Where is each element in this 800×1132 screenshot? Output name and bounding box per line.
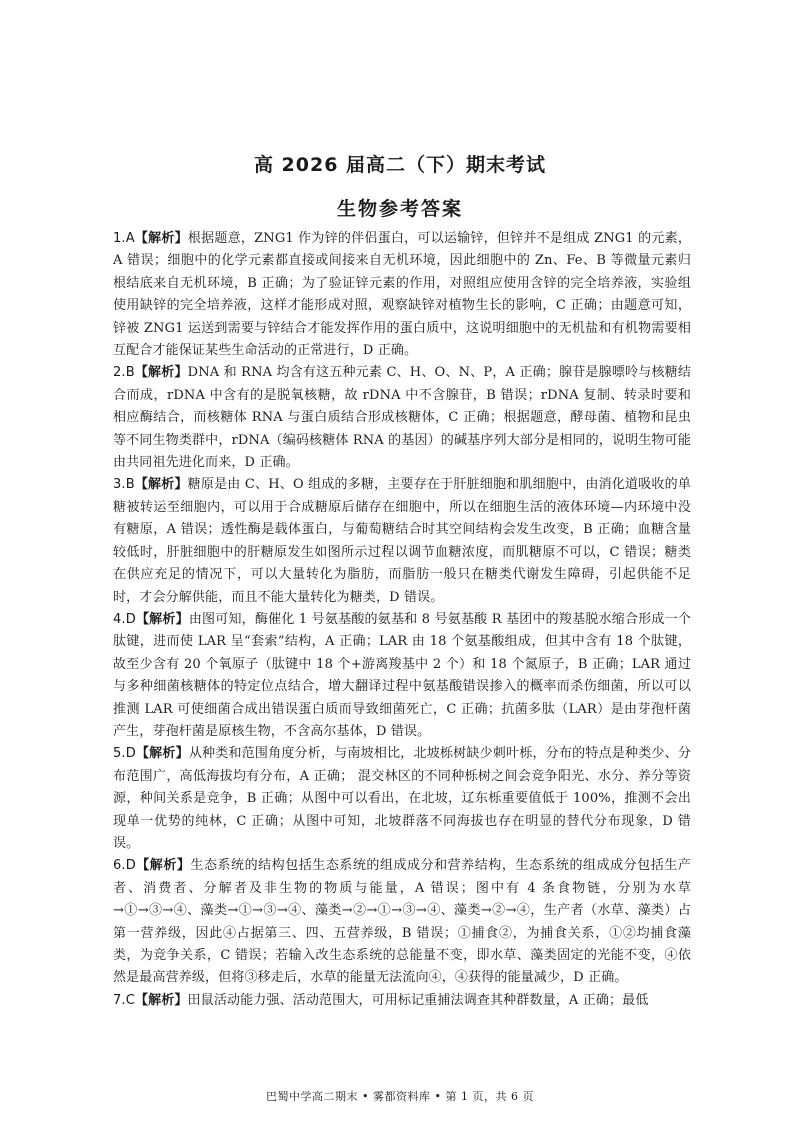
analysis-tag: 【解析】 (134, 477, 188, 493)
answer-item-1 (113, 228, 691, 362)
answer-number: 1.A (113, 231, 135, 246)
answer-number: 4.D (113, 611, 136, 627)
answer-text: 根据题意，ZNG1 作为锌的伴侣蛋白，可以运输锌，但锌并不是组成 ZNG1 的元素，A 错误；细胞中的化学元素都直接或间接来自无机环境，因此细胞中的 Zn、Fe、B 等微量元素归根结底来自无机环境，B 正确；为了验证锌元素的作用，对照组应使用含锌的完全培养液，实验组使用缺锌的完全培养液，这样才能形成对照，观察缺锌对植物生长的影响，C 正确；由题意可知，锌被 ZNG1 运送到需要与锌结合才能发挥作用的蛋白质中，这说明细胞中的无机盐和有机物需要相互配合才能保证某些生命活动的正常进行，D 正确。 (113, 231, 691, 359)
answer-text: 田鼠活动能力强、活动范围大，可用标记重捕法调查其种群数量，A 正确；最低 (187, 992, 649, 1008)
answer-item-7 (113, 990, 691, 1012)
answer-text: 生态系统的结构包括生态系统的组成成分和营养结构，生态系统的组成成分包括生产者、消费者、分解者及非生物的物质与能量，A 错误；图中有 4 条食物链，分别为水草→①→③→④、藻类→①→③→④、藻类→②→①→③→④、藻类→②→④，生产者（水草、藻类）占第一营养级，因此④占据第三、四、五营养级，B 错误；①捕食②，为捕食关系，①②均捕食藻类，为竞争关系，C 错误；若输入改生态系统的总能量不变，即水草、藻类固定的光能不变，④依然是最高营养级，但将③移走后，水草的能量无法流向④，④获得的能量减少，D 正确。 (113, 858, 691, 986)
answer-list (113, 228, 691, 1012)
page-footer: 巴蜀中学高二期末 • 雾都资料库 • 第 1 页，共 6 页 (266, 1090, 534, 1103)
analysis-tag: 【解析】 (135, 746, 189, 762)
answer-number: 3.B (113, 477, 135, 493)
answer-item-6 (113, 855, 691, 989)
answer-item-2 (113, 362, 691, 474)
answer-item-3 (113, 474, 691, 608)
analysis-tag: 【解析】 (135, 611, 189, 627)
analysis-tag: 【解析】 (134, 365, 188, 381)
answer-item-5 (113, 743, 691, 855)
answer-number: 2.B (113, 365, 135, 381)
answer-text: 由图可知，酶催化 1 号氨基酸的氨基和 8 号氨基酸 R 基团中的羧基脱水缩合形成一个肽键，进而使 LAR 呈“套索”结构，A 正确；LAR 由 18 个氨基酸组成，但其中含有 18 个肽键，故至少含有 20 个氧原子（肽键中 18 个+游离羧基中 2 个）和 18 个氮原子，B 正确；LAR 通过与多种细菌核糖体的特定位点结合，增大翻译过程中氨基酸错误掺入的概率而杀伤细菌，所以可以推测 LAR 可使细菌合成出错误蛋白质而导致细菌死亡，C 正确；抗菌多肽（LAR）是由芽孢杆菌产生，芽孢杆菌是原核生物，不含高尔基体，D 错误。 (113, 611, 691, 739)
page-title: 高 2026 届高二（下）期末考试 (253, 154, 547, 176)
answer-number: 6.D (113, 858, 136, 874)
answer-number: 5.D (113, 746, 136, 762)
answer-text: 糖原是由 C、H、O 组成的多糖，主要存在于肝脏细胞和肌细胞中，由消化道吸收的单糖被转运至细胞内，可以用于合成糖原后储存在细胞中，所以在细胞生活的液体环境—内环境中没有糖原，A 错误；透性酶是载体蛋白，与葡萄糖结合时其空间结构会发生改变，B 正确；血糖含量较低时，肝脏细胞中的肝糖原发生如图所示过程以调节血糖浓度，而肌糖原不可以，C 错误；糖类在供应充足的情况下，可以大量转化为脂肪，而脂肪一般只在糖类代谢发生障碍，引起供能不足时，才会分解供能，而且不能大量转化为糖类，D 错误。 (113, 477, 691, 605)
analysis-tag: 【解析】 (134, 992, 188, 1008)
analysis-tag: 【解析】 (134, 231, 188, 246)
answer-item-4 (113, 609, 691, 743)
answer-text: 从种类和范围角度分析，与南坡相比，北坡栎树缺少刺叶栎，分布的特点是种类少、分布范围广，高低海拔均有分布，A 正确； 混交林区的不同种栎树之间会竞争阳光、水分、养分等资源，种间关系是竞争，B 正确；从图中可以看出，在北坡，辽东栎重要值低于 100%，推测不会出现单一优势的纯林，C 正确；从图中可知，北坡群落不同海拔也存在明显的替代分布现象，D 错误。 (113, 746, 691, 851)
analysis-tag: 【解析】 (135, 858, 191, 874)
page-subtitle: 生物参考答案 (336, 198, 463, 220)
answer-number: 7.C (113, 992, 135, 1008)
answer-text: DNA 和 RNA 均含有这五种元素 C、H、O、N、P，A 正确；腺苷是腺嘌呤与核糖结合而成，rDNA 中含有的是脱氧核糖，故 rDNA 中不含腺苷，B 错误；rDNA 复制、转录时要和相应酶结合，而核糖体 RNA 与蛋白质结合形成核糖体，C 正确；根据题意，酵母菌、植物和昆虫等不同生物类群中，rDNA（编码核糖体 RNA 的基因）的碱基序列大部分是相同的，说明生物可能由共同祖先进化而来，D 正确。 (113, 365, 692, 471)
